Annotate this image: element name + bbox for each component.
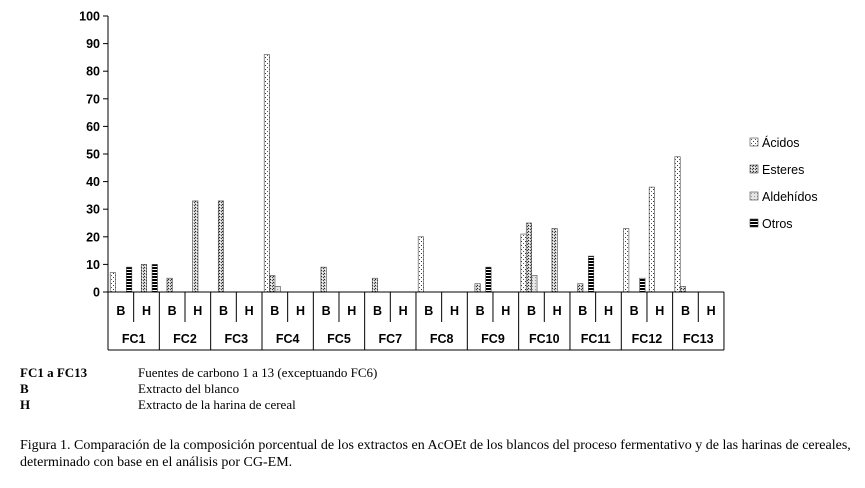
x-subcategory-label: B <box>578 304 588 318</box>
x-subcategory-label: B <box>475 304 485 318</box>
x-category-label: FC11 <box>580 332 611 346</box>
bar-Ácidos <box>624 229 629 292</box>
y-tick-label: 50 <box>86 147 100 162</box>
bar-Otros <box>588 256 593 292</box>
bar-Esteres <box>372 278 377 292</box>
legend-label: Esteres <box>762 163 805 177</box>
x-subcategory-label: B <box>680 304 690 318</box>
definitions-block <box>20 365 377 413</box>
x-subcategory-label: B <box>526 304 536 318</box>
bar-Esteres <box>193 201 198 292</box>
y-tick-label: 70 <box>86 92 100 107</box>
bar-Otros <box>152 264 157 292</box>
x-axis-table <box>108 292 724 350</box>
x-subcategory-label: B <box>372 304 382 318</box>
x-subcategory-label: B <box>321 304 331 318</box>
definition-description: Extracto del blanco <box>138 381 240 396</box>
x-category-label: FC4 <box>275 332 300 346</box>
y-tick-label: 60 <box>86 119 100 134</box>
bar-Aldehídos <box>275 286 280 292</box>
x-subcategory-label: H <box>552 304 562 318</box>
bar-Ácidos <box>649 187 654 292</box>
bar-Esteres <box>218 201 223 292</box>
y-tick-label: 0 <box>93 285 100 300</box>
x-subcategory-label: H <box>193 304 203 318</box>
chart-axes <box>79 10 108 300</box>
x-subcategory-label: B <box>424 304 434 318</box>
bar-Ácidos <box>521 234 526 292</box>
y-tick-label: 40 <box>86 175 100 190</box>
x-category-label: FC1 <box>121 332 146 346</box>
x-category-label: FC5 <box>327 332 351 346</box>
x-category-label: FC10 <box>529 332 560 346</box>
x-category-label: FC3 <box>224 332 249 346</box>
bar-Ácidos <box>418 237 423 292</box>
x-subcategory-label: H <box>244 304 254 318</box>
definition-description: Extracto de la harina de cereal <box>138 397 296 412</box>
x-subcategory-label: H <box>655 304 665 318</box>
bar-Otros <box>640 278 645 292</box>
legend-label: Otros <box>762 217 793 231</box>
x-subcategory-label: H <box>398 304 408 318</box>
definition-term: B <box>20 381 29 396</box>
y-tick-label: 10 <box>86 257 100 272</box>
legend-swatch <box>750 138 758 146</box>
bar-Otros <box>486 267 491 292</box>
bar-Esteres <box>270 275 275 292</box>
x-subcategory-label: H <box>295 304 306 318</box>
legend-label: Aldehídos <box>762 190 818 204</box>
x-category-label: FC7 <box>378 332 403 346</box>
x-subcategory-label: B <box>116 304 126 318</box>
x-subcategory-label: B <box>270 304 280 318</box>
x-subcategory-label: H <box>603 304 613 318</box>
bar-Ácidos <box>675 157 680 292</box>
bar-Ácidos <box>110 273 115 292</box>
y-tick-label: 30 <box>86 202 100 217</box>
x-category-label: FC13 <box>683 332 714 346</box>
legend-swatch <box>750 165 758 173</box>
x-category-label: FC9 <box>481 332 505 346</box>
definition-description: Fuentes de carbono 1 a 13 (exceptuando FC6) <box>138 365 378 380</box>
definition-term: H <box>20 397 31 412</box>
legend-swatch <box>750 192 758 200</box>
x-category-label: FC8 <box>429 332 454 346</box>
bar-Esteres <box>141 264 146 292</box>
x-subcategory-label: H <box>347 304 357 318</box>
bar-Esteres <box>475 284 480 292</box>
bar-Ácidos <box>264 55 269 292</box>
bar-Esteres <box>321 267 326 292</box>
definition-row <box>20 365 377 381</box>
x-category-label: FC12 <box>631 332 663 346</box>
definition-row <box>20 381 377 397</box>
bar-Esteres <box>167 278 172 292</box>
definition-term: FC1 a FC13 <box>20 365 88 380</box>
bar-Aldehídos <box>532 275 537 292</box>
y-tick-label: 90 <box>86 37 100 52</box>
x-category-label: FC2 <box>173 332 197 346</box>
definition-row <box>20 397 377 413</box>
x-subcategory-label: H <box>501 304 511 318</box>
x-subcategory-label: H <box>449 304 459 318</box>
bar-Esteres <box>680 286 685 292</box>
y-tick-label: 80 <box>86 64 100 79</box>
chart-bars <box>110 55 685 292</box>
x-subcategory-label: B <box>218 304 229 318</box>
bar-Esteres <box>578 284 583 292</box>
x-subcategory-label: H <box>141 304 152 318</box>
y-tick-label: 100 <box>79 9 100 24</box>
bar-Esteres <box>552 229 557 292</box>
legend-swatch <box>750 219 758 227</box>
x-subcategory-label: B <box>167 304 177 318</box>
bar-Esteres <box>526 223 531 292</box>
y-tick-label: 20 <box>86 230 100 245</box>
bar-Otros <box>126 267 131 292</box>
legend <box>750 135 818 231</box>
figure-caption: Figura 1. Comparación de la composición porcentual de los extractos en AcOEt de los blancos del proceso fermentativo y de las harinas de cereales, determinado con base en el análisis por CG-EM. <box>20 438 851 470</box>
x-subcategory-label: H <box>706 304 716 318</box>
x-subcategory-label: B <box>629 304 639 318</box>
legend-label: Ácidos <box>762 136 800 150</box>
